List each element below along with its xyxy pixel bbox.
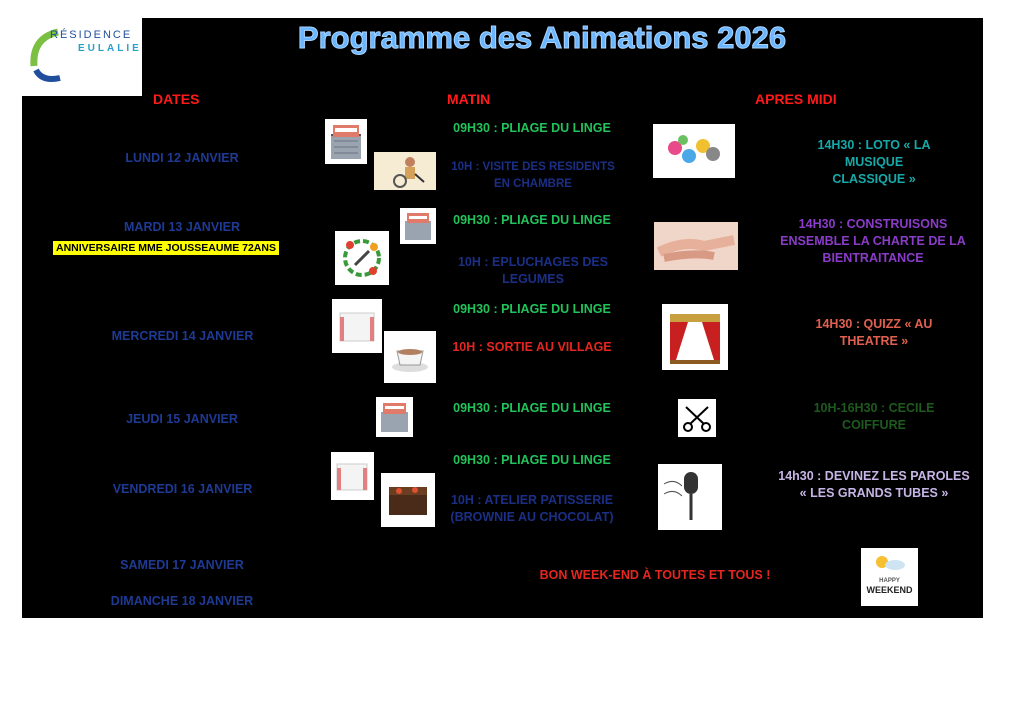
wednesday-morning-2: 10H : SORTIE AU VILLAGE	[452, 340, 612, 354]
happy-weekend-badge	[861, 548, 918, 606]
friday-morning-1: 09H30 : PLIAGE DU LINGE	[453, 453, 611, 467]
weekend-badge-line2: WEEKEND	[866, 585, 913, 595]
monday-afternoon: 14H30 : LOTO « LA MUSIQUE CLASSIQUE »	[817, 138, 931, 186]
vegetables-icon	[335, 231, 389, 285]
date-tuesday: MARDI 13 JANVIER	[124, 220, 240, 234]
friday-afternoon: 14h30 : DEVINEZ LES PAROLES « LES GRANDS TUBES »	[778, 469, 970, 500]
header-dates: DATES	[153, 91, 200, 107]
coffee-cup-icon	[384, 331, 436, 383]
date-thursday: JEUDI 15 JANVIER	[126, 412, 238, 426]
weekend-badge-line1: HAPPY	[879, 578, 900, 584]
logo-line2: EULALIE	[78, 43, 142, 54]
resident-visit-icon	[374, 152, 436, 190]
laundry-basket-icon	[325, 119, 367, 164]
date-sunday: DIMANCHE 18 JANVIER	[110, 594, 254, 608]
scissors-comb-icon	[678, 399, 716, 437]
friday-morning-2: 10H : ATELIER PATISSERIE (BROWNIE AU CHOCOLAT)	[450, 493, 614, 524]
logo-line1: RÉSIDENCE	[50, 29, 133, 41]
theater-curtain-icon	[662, 304, 728, 370]
microphone-icon	[658, 464, 722, 530]
wednesday-afternoon: 14H30 : QUIZZ « AU THEATRE »	[815, 317, 933, 348]
thursday-morning-1: 09H30 : PLIAGE DU LINGE	[453, 401, 611, 415]
tuesday-morning-2: 10H : EPLUCHAGES DES LEGUMES	[457, 255, 609, 286]
monday-morning-2: 10H : VISITE DES RESIDENTS EN CHAMBRE	[451, 161, 615, 190]
thursday-afternoon: 10H-16H30 : CECILE COIFFURE	[813, 401, 935, 432]
lotto-balls-icon	[653, 124, 735, 178]
header-apres-midi: APRES MIDI	[755, 91, 837, 107]
monday-morning-1: 09H30 : PLIAGE DU LINGE	[453, 121, 611, 135]
tuesday-morning-1: 09H30 : PLIAGE DU LINGE	[453, 213, 611, 227]
helping-hands-icon	[654, 222, 738, 270]
header-matin: MATIN	[447, 91, 491, 107]
brownie-icon	[381, 473, 435, 527]
date-monday: LUNDI 12 JANVIER	[125, 151, 239, 165]
date-wednesday: MERCREDI 14 JANVIER	[111, 329, 254, 343]
folded-linen-icon	[332, 299, 382, 353]
residence-logo	[22, 18, 142, 96]
laundry-basket-icon-2	[400, 208, 436, 244]
page-title: Programme des Animations 2026	[297, 20, 787, 55]
weekend-message: BON WEEK-END À TOUTES ET TOUS !	[539, 568, 771, 582]
birthday-note: ANNIVERSAIRE MME JOUSSEAUME 72ANS	[53, 241, 279, 255]
date-saturday: SAMEDI 17 JANVIER	[120, 558, 244, 572]
date-friday: VENDREDI 16 JANVIER	[112, 482, 253, 496]
folded-linen-icon-2	[331, 452, 374, 500]
tuesday-afternoon: 14H30 : CONSTRUISONS ENSEMBLE LA CHARTE DE LA BIENTRAITANCE	[780, 217, 966, 265]
wednesday-morning-1: 09H30 : PLIAGE DU LINGE	[453, 302, 611, 316]
laundry-basket-icon-3	[376, 397, 413, 437]
